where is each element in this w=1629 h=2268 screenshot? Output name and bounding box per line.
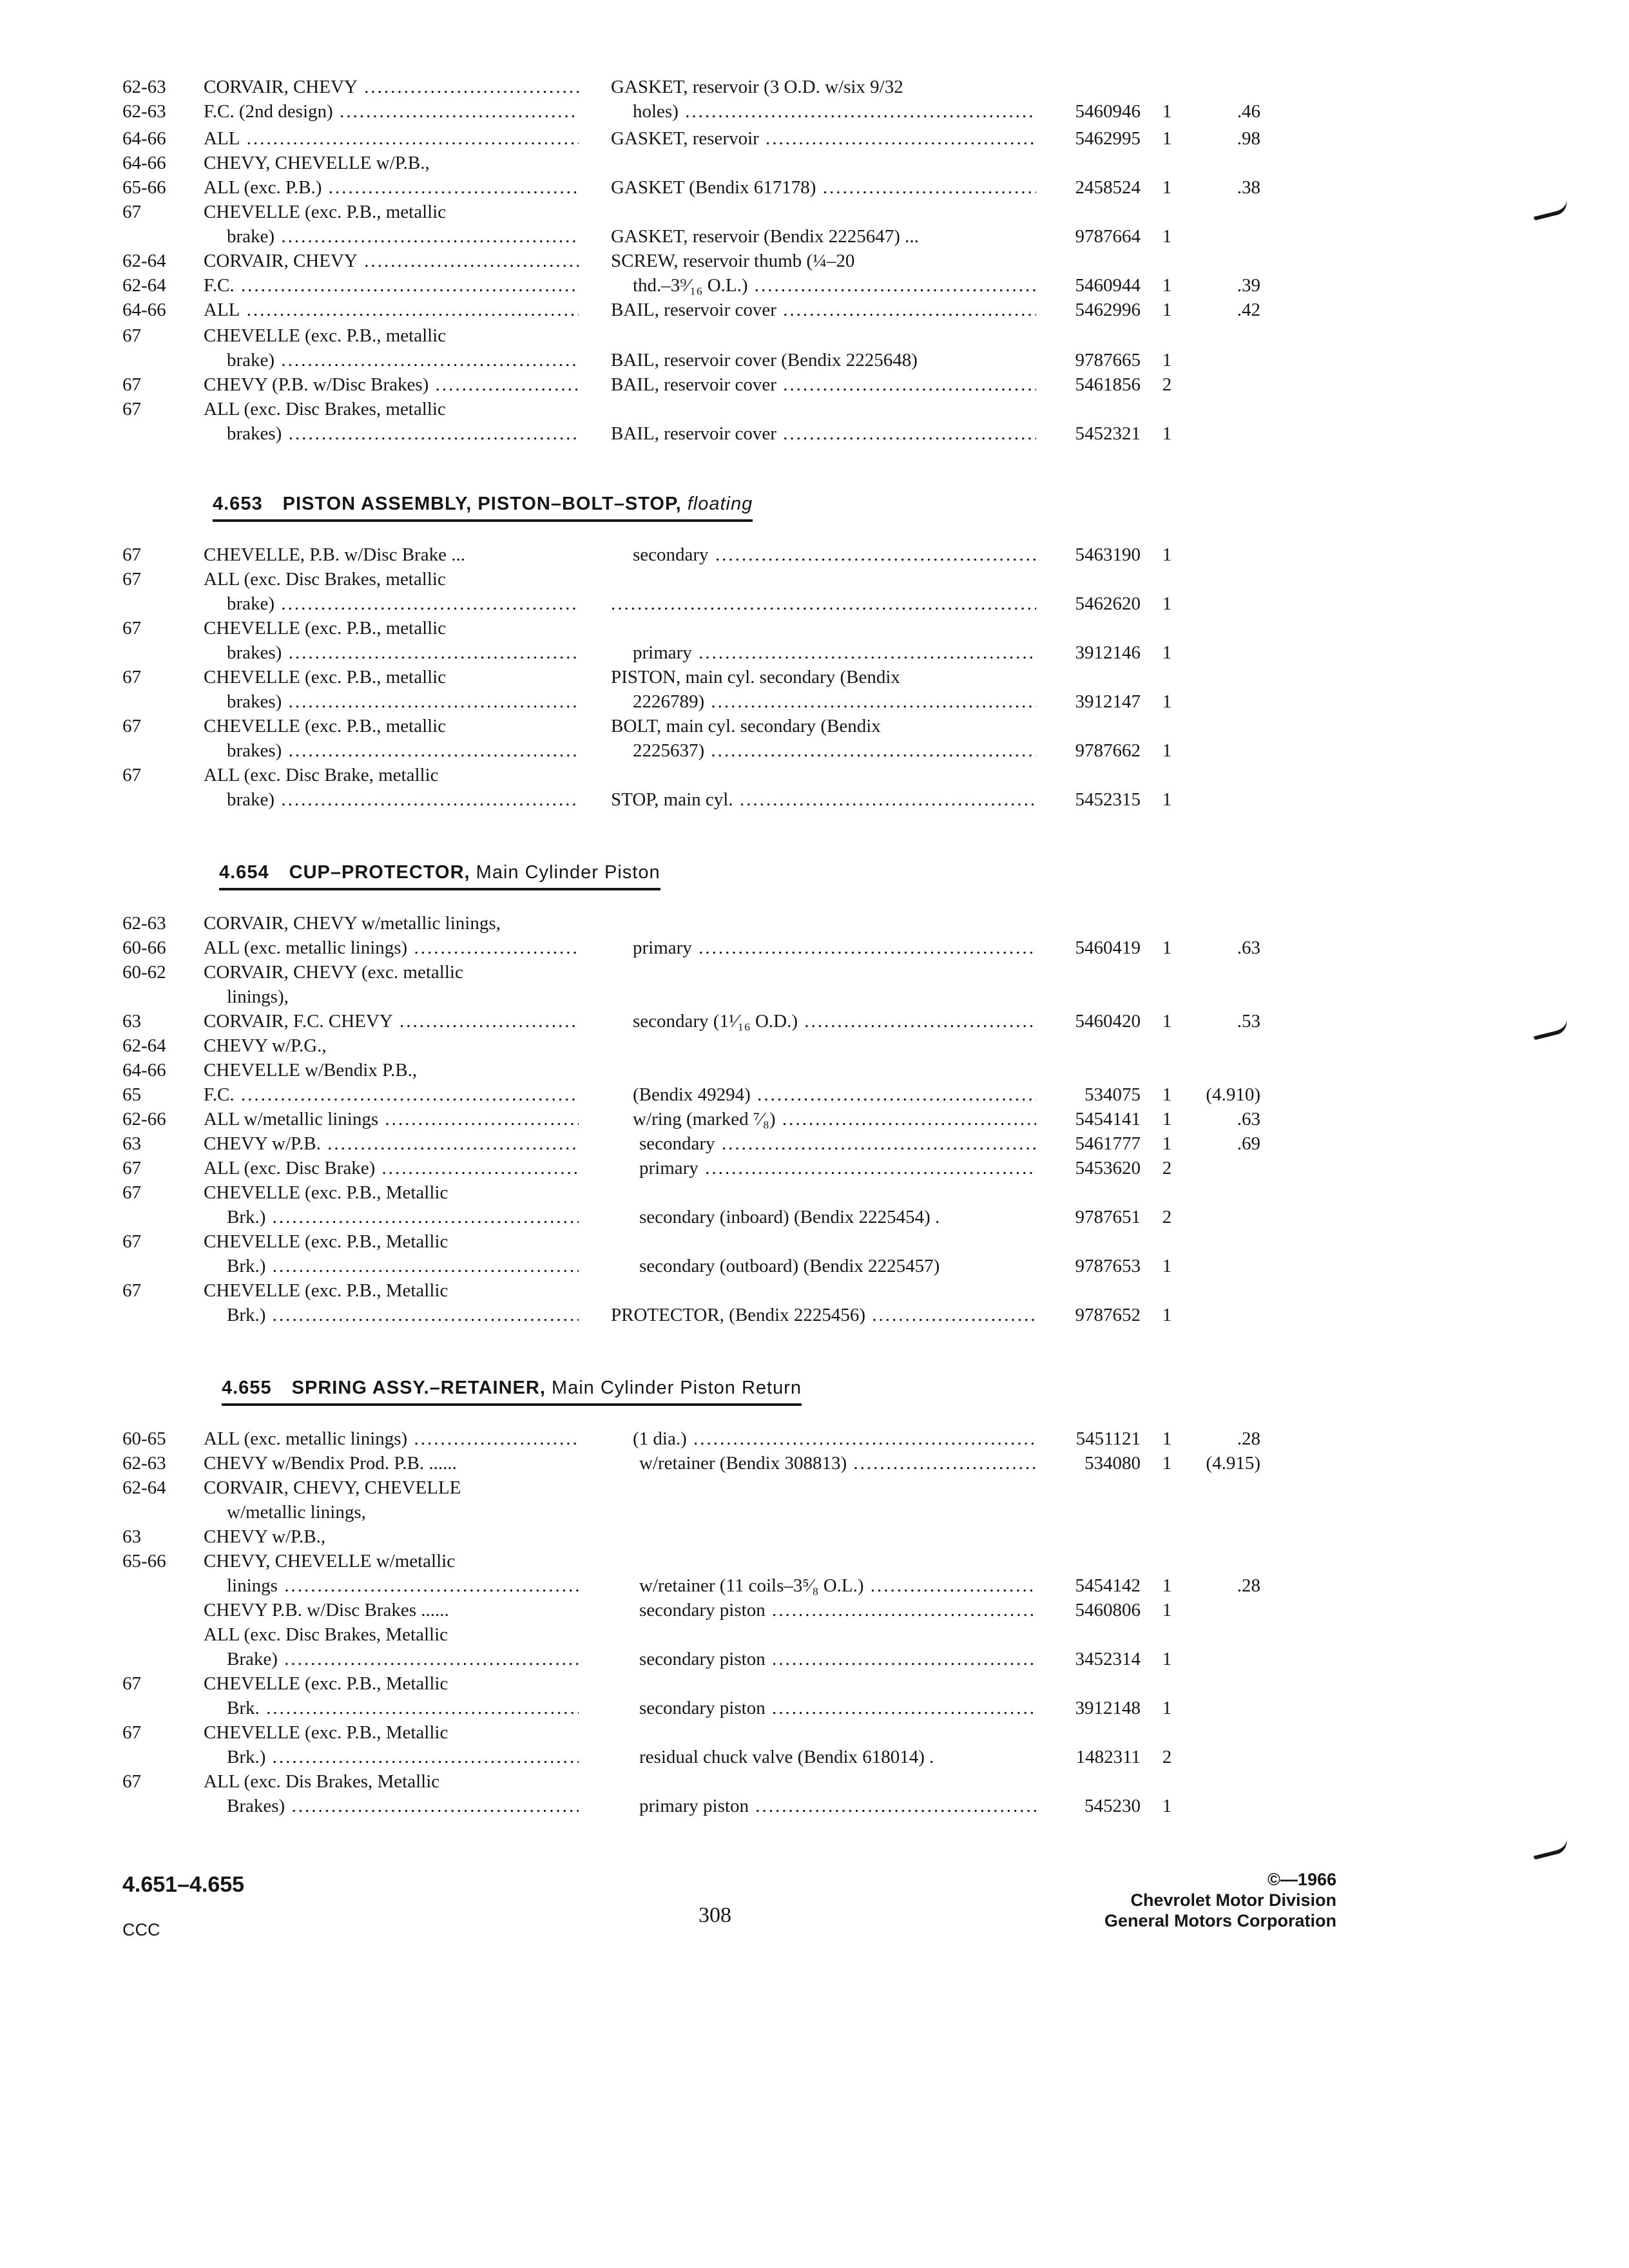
- section-subtitle: floating: [687, 494, 753, 514]
- quantity: 1: [1162, 1256, 1172, 1276]
- year-range: 62-66: [122, 1109, 166, 1129]
- application: F.C. .....: [204, 273, 579, 298]
- part-description: PISTON, main cyl. secondary (Bendix: [611, 667, 900, 687]
- price: .28: [1237, 1428, 1260, 1449]
- part-description: w/ring (marked ⁷⁄₈) .....: [633, 1107, 1036, 1131]
- part-number: 534075: [1084, 1084, 1141, 1105]
- application: brake) .....: [227, 348, 579, 372]
- table-row: [0, 224, 1629, 249]
- application: CHEVELLE (exc. P.B., Metallic: [204, 1231, 448, 1252]
- year-range: 62-64: [122, 275, 166, 296]
- quantity: 1: [1162, 1600, 1172, 1620]
- quantity: 1: [1162, 789, 1172, 810]
- table-row: [0, 1205, 1629, 1229]
- part-description: GASKET, reservoir (3 O.D. w/six 9/32: [611, 77, 903, 97]
- part-number: 5460806: [1075, 1600, 1141, 1620]
- table-row: [0, 273, 1629, 298]
- section-heading: [222, 1375, 802, 1406]
- application: brakes) .....: [227, 640, 579, 665]
- application: brake) .....: [227, 787, 579, 812]
- table-row: [0, 1009, 1629, 1033]
- year-range: 67: [122, 1158, 141, 1178]
- table-row: [0, 372, 1629, 397]
- table-row: [0, 1696, 1629, 1720]
- binder-mark: [1531, 1839, 1569, 1860]
- part-description: 2226789) .....: [633, 689, 1036, 714]
- price: .39: [1237, 275, 1260, 296]
- table-row: [0, 1769, 1629, 1794]
- application: Brk.) .....: [227, 1254, 579, 1278]
- application: CHEVY, CHEVELLE w/P.B.,: [204, 153, 430, 173]
- table-row: [0, 75, 1629, 99]
- year-range: 64-66: [122, 128, 166, 149]
- part-number: 5461856: [1075, 374, 1141, 395]
- table-row: [0, 689, 1629, 714]
- table-row: [0, 1549, 1629, 1573]
- price: (4.910): [1206, 1084, 1260, 1105]
- application: ALL (exc. Disc Brake, metallic: [204, 765, 439, 785]
- table-row: [0, 665, 1629, 689]
- table-row: [0, 99, 1629, 124]
- application: brake) .....: [227, 591, 579, 616]
- part-description: secondary piston .....: [639, 1598, 1036, 1622]
- part-number: 5462620: [1075, 593, 1141, 614]
- application: F.C. .....: [204, 1082, 579, 1107]
- part-number: 9787662: [1075, 740, 1141, 761]
- quantity: 1: [1162, 1133, 1172, 1154]
- table-row: [0, 640, 1629, 665]
- year-range: 60-66: [122, 937, 166, 958]
- table-row: [0, 200, 1629, 224]
- table-row: [0, 249, 1629, 273]
- part-number: 5460946: [1075, 101, 1141, 122]
- application: ALL (exc. P.B.) .....: [204, 175, 579, 200]
- table-row: [0, 911, 1629, 936]
- year-range: 62-63: [122, 77, 166, 97]
- year-range: 62-64: [122, 1477, 166, 1498]
- quantity: 1: [1162, 350, 1172, 370]
- section-title: PISTON ASSEMBLY, PISTON–BOLT–STOP,: [282, 494, 682, 514]
- year-range: 60-65: [122, 1428, 166, 1449]
- catalog-code: CCC: [122, 1920, 160, 1939]
- part-number: 3452314: [1075, 1649, 1141, 1669]
- quantity: 2: [1162, 1207, 1172, 1227]
- application: CHEVY (P.B. w/Disc Brakes) .....: [204, 372, 579, 397]
- section-number: 4.655: [222, 1378, 272, 1398]
- quantity: 1: [1162, 544, 1172, 565]
- part-number: 5454142: [1075, 1575, 1141, 1596]
- application: ALL (exc. Dis Brakes, Metallic: [204, 1771, 440, 1792]
- section-subtitle: Main Cylinder Piston: [476, 862, 660, 883]
- table-row: [0, 591, 1629, 616]
- table-row: [0, 1180, 1629, 1205]
- part-number: 5451121: [1075, 1428, 1141, 1449]
- price: (4.915): [1206, 1453, 1260, 1474]
- application: Brk.) .....: [227, 1745, 579, 1769]
- year-range: 67: [122, 399, 141, 419]
- table-row: [0, 1794, 1629, 1818]
- table-row: [0, 543, 1629, 567]
- application: Brk.) .....: [227, 1205, 579, 1229]
- year-range: 62-63: [122, 913, 166, 934]
- application: CHEVELLE (exc. P.B., Metallic: [204, 1722, 448, 1743]
- application: CHEVELLE (exc. P.B., metallic: [204, 618, 447, 639]
- quantity: 1: [1162, 177, 1172, 198]
- quantity: 1: [1162, 226, 1172, 247]
- table-row: [0, 1254, 1629, 1278]
- table-row: [0, 1500, 1629, 1524]
- year-range: 67: [122, 374, 141, 395]
- year-range: 63: [122, 1011, 141, 1032]
- part-description: SCREW, reservoir thumb (¼–20: [611, 251, 855, 271]
- quantity: 1: [1162, 1084, 1172, 1105]
- application: brake) .....: [227, 224, 579, 249]
- part-description: holes) .....: [633, 99, 1036, 124]
- table-row: [0, 1033, 1629, 1058]
- year-range: 65: [122, 1084, 141, 1105]
- part-number: 3912147: [1075, 691, 1141, 712]
- year-range: 60-62: [122, 962, 166, 983]
- quantity: 1: [1162, 1109, 1172, 1129]
- part-description: primary piston .....: [639, 1794, 1036, 1818]
- application: ALL (exc. Disc Brakes, metallic: [204, 399, 446, 419]
- part-description: GASKET (Bendix 617178) .....: [611, 175, 1036, 200]
- part-number: 5460419: [1075, 937, 1141, 958]
- quantity: 1: [1162, 740, 1172, 761]
- part-description: w/retainer (Bendix 308813) .....: [639, 1451, 1036, 1475]
- application: ALL .....: [204, 126, 579, 151]
- table-row: [0, 1720, 1629, 1745]
- part-number: 534080: [1084, 1453, 1141, 1474]
- application: ALL (exc. Disc Brakes, metallic: [204, 569, 446, 590]
- table-row: [0, 985, 1629, 1009]
- part-description: thd.–3⁹⁄₁₆ O.L.) .....: [633, 273, 1036, 298]
- quantity: 1: [1162, 937, 1172, 958]
- part-description: GASKET, reservoir (Bendix 2225647) ...: [611, 226, 919, 247]
- part-number: 5461777: [1075, 1133, 1141, 1154]
- application: CORVAIR, CHEVY .....: [204, 249, 579, 273]
- part-description: 2225637) .....: [633, 738, 1036, 763]
- year-range: 67: [122, 765, 141, 785]
- year-range: 62-64: [122, 1035, 166, 1056]
- section-title: SPRING ASSY.–RETAINER,: [291, 1378, 546, 1398]
- year-range: 62-63: [122, 1453, 166, 1474]
- application: ALL w/metallic linings .....: [204, 1107, 579, 1131]
- application: CHEVELLE (exc. P.B., Metallic: [204, 1182, 448, 1203]
- part-description: (1 dia.) .....: [633, 1427, 1036, 1451]
- section-heading: [213, 491, 753, 522]
- table-row: [0, 1745, 1629, 1769]
- application: Brakes) .....: [227, 1794, 579, 1818]
- application: CORVAIR, F.C. CHEVY .....: [204, 1009, 579, 1033]
- table-row: [0, 1082, 1629, 1107]
- part-description: BOLT, main cyl. secondary (Bendix: [611, 716, 881, 736]
- section-heading: [219, 860, 660, 890]
- table-row: [0, 151, 1629, 175]
- application: CHEVY w/P.B.,: [204, 1526, 326, 1547]
- part-description: (Bendix 49294) .....: [633, 1082, 1036, 1107]
- part-description: secondary (outboard) (Bendix 2225457): [639, 1256, 940, 1276]
- table-row: [0, 738, 1629, 763]
- price: .46: [1237, 101, 1260, 122]
- corporation-name: General Motors Corporation: [1104, 1911, 1336, 1930]
- table-row: [0, 1107, 1629, 1131]
- price: .42: [1237, 300, 1260, 320]
- table-row: [0, 348, 1629, 372]
- table-row: [0, 1524, 1629, 1549]
- year-range: 63: [122, 1133, 141, 1154]
- application: CHEVELLE (exc. P.B., metallic: [204, 202, 447, 222]
- year-range: 65-66: [122, 1551, 166, 1571]
- section-subtitle: Main Cylinder Piston Return: [551, 1378, 802, 1398]
- table-row: [0, 1303, 1629, 1327]
- year-range: 67: [122, 1771, 141, 1792]
- year-range: 67: [122, 544, 141, 565]
- part-description: secondary piston .....: [639, 1647, 1036, 1671]
- table-row: [0, 1622, 1629, 1647]
- price: .38: [1237, 177, 1260, 198]
- part-number: 5462996: [1075, 300, 1141, 320]
- year-range: 67: [122, 1673, 141, 1694]
- part-number: 3912148: [1075, 1698, 1141, 1718]
- quantity: 1: [1162, 1575, 1172, 1596]
- year-range: 64-66: [122, 300, 166, 320]
- table-row: [0, 126, 1629, 151]
- table-row: [0, 787, 1629, 812]
- year-range: 63: [122, 1526, 141, 1547]
- part-description: BAIL, reservoir cover .....: [611, 421, 1036, 446]
- section-number: 4.653: [213, 494, 263, 514]
- year-range: 67: [122, 1231, 141, 1252]
- application: CHEVELLE, P.B. w/Disc Brake ...: [204, 544, 465, 565]
- year-range: 67: [122, 667, 141, 687]
- table-row: [0, 1427, 1629, 1451]
- part-number: 5452321: [1075, 423, 1141, 444]
- application: CHEVELLE (exc. P.B., metallic: [204, 716, 447, 736]
- part-description: primary .....: [639, 1156, 1036, 1180]
- part-description: secondary .....: [639, 1131, 1036, 1156]
- price: .98: [1237, 128, 1260, 149]
- section-number: 4.654: [219, 862, 269, 883]
- price: .63: [1237, 937, 1260, 958]
- price: .53: [1237, 1011, 1260, 1032]
- part-description: PROTECTOR, (Bendix 2225456) .....: [611, 1303, 1036, 1327]
- quantity: 1: [1162, 1011, 1172, 1032]
- application: CHEVY w/P.G.,: [204, 1035, 327, 1056]
- table-row: [0, 936, 1629, 960]
- part-description: BAIL, reservoir cover .....: [611, 372, 1036, 397]
- table-row: [0, 1671, 1629, 1696]
- application: ALL .....: [204, 298, 579, 322]
- part-number: 9787665: [1075, 350, 1141, 370]
- table-row: [0, 1131, 1629, 1156]
- table-row: [0, 421, 1629, 446]
- table-row: [0, 1451, 1629, 1475]
- application: brakes) .....: [227, 421, 579, 446]
- table-row: [0, 1475, 1629, 1500]
- price: .63: [1237, 1109, 1260, 1129]
- table-row: [0, 1647, 1629, 1671]
- part-description: primary .....: [633, 936, 1036, 960]
- table-row: [0, 567, 1629, 591]
- year-range: 65-66: [122, 177, 166, 198]
- quantity: 1: [1162, 642, 1172, 663]
- table-row: [0, 1598, 1629, 1622]
- part-description: secondary .....: [633, 543, 1036, 567]
- application: CHEVELLE (exc. P.B., metallic: [204, 325, 447, 346]
- part-description: secondary piston .....: [639, 1696, 1036, 1720]
- price: .28: [1237, 1575, 1260, 1596]
- quantity: 1: [1162, 1796, 1172, 1816]
- application: CHEVELLE (exc. P.B., Metallic: [204, 1673, 448, 1694]
- application: brakes) .....: [227, 689, 579, 714]
- part-number: 5454141: [1075, 1109, 1141, 1129]
- part-description: w/retainer (11 coils–3⁵⁄₈ O.L.) .....: [639, 1573, 1036, 1598]
- price: .69: [1237, 1133, 1260, 1154]
- quantity: 1: [1162, 128, 1172, 149]
- quantity: 1: [1162, 1305, 1172, 1325]
- year-range: 62-63: [122, 101, 166, 122]
- table-row: [0, 714, 1629, 738]
- division-name: Chevrolet Motor Division: [1130, 1890, 1336, 1910]
- year-range: 67: [122, 1280, 141, 1301]
- section-range: 4.651–4.655: [122, 1872, 245, 1897]
- year-range: 67: [122, 569, 141, 590]
- quantity: 1: [1162, 1428, 1172, 1449]
- part-number: 5452315: [1075, 789, 1141, 810]
- application: CORVAIR, CHEVY (exc. metallic: [204, 962, 463, 983]
- application: CHEVY, CHEVELLE w/metallic: [204, 1551, 456, 1571]
- table-row: [0, 175, 1629, 200]
- application: linings),: [227, 986, 289, 1007]
- table-row: [0, 1573, 1629, 1598]
- quantity: 2: [1162, 374, 1172, 395]
- application: CORVAIR, CHEVY .....: [204, 75, 579, 99]
- year-range: 67: [122, 1182, 141, 1203]
- part-number: 5462995: [1075, 128, 1141, 149]
- part-description: residual chuck valve (Bendix 618014) .: [639, 1747, 934, 1767]
- quantity: 1: [1162, 1698, 1172, 1718]
- part-number: 9787651: [1075, 1207, 1141, 1227]
- application: ALL (exc. Disc Brakes, Metallic: [204, 1624, 448, 1645]
- quantity: 1: [1162, 300, 1172, 320]
- year-range: 67: [122, 325, 141, 346]
- application: CORVAIR, CHEVY, CHEVELLE: [204, 1477, 461, 1498]
- table-row: [0, 298, 1629, 322]
- year-range: 64-66: [122, 1060, 166, 1081]
- year-range: 62-64: [122, 251, 166, 271]
- quantity: 1: [1162, 691, 1172, 712]
- application: F.C. (2nd design) .....: [204, 99, 579, 124]
- quantity: 2: [1162, 1747, 1172, 1767]
- application: CHEVY w/P.B. .....: [204, 1131, 579, 1156]
- part-description: BAIL, reservoir cover (Bendix 2225648): [611, 350, 918, 370]
- quantity: 1: [1162, 423, 1172, 444]
- part-description: secondary (inboard) (Bendix 2225454) .: [639, 1207, 940, 1227]
- application: brakes) .....: [227, 738, 579, 763]
- year-range: 67: [122, 716, 141, 736]
- part-number: 5460420: [1075, 1011, 1141, 1032]
- application: ALL (exc. metallic linings) .....: [204, 936, 579, 960]
- application: Brk.) .....: [227, 1303, 579, 1327]
- section-title: CUP–PROTECTOR,: [289, 862, 470, 883]
- application: ALL (exc. metallic linings) .....: [204, 1427, 579, 1451]
- part-description: secondary (1¹⁄₁₆ O.D.) .....: [633, 1009, 1036, 1033]
- part-description: [611, 591, 1036, 616]
- application: CHEVELLE (exc. P.B., Metallic: [204, 1280, 448, 1301]
- part-description: GASKET, reservoir .....: [611, 126, 1036, 151]
- application: Brk. .....: [227, 1696, 579, 1720]
- table-row: [0, 616, 1629, 640]
- year-range: 67: [122, 1722, 141, 1743]
- application: CHEVELLE w/Bendix P.B.,: [204, 1060, 418, 1081]
- quantity: 1: [1162, 593, 1172, 614]
- copyright: ©—1966: [1268, 1870, 1336, 1889]
- part-number: 5463190: [1075, 544, 1141, 565]
- quantity: 1: [1162, 101, 1172, 122]
- year-range: 67: [122, 202, 141, 222]
- application: Brake) .....: [227, 1647, 579, 1671]
- application: CHEVELLE (exc. P.B., metallic: [204, 667, 447, 687]
- part-number: 9787652: [1075, 1305, 1141, 1325]
- application: ALL (exc. Disc Brake) .....: [204, 1156, 579, 1180]
- table-row: [0, 1278, 1629, 1303]
- application: CHEVY w/Bendix Prod. P.B. ......: [204, 1453, 457, 1474]
- part-description: BAIL, reservoir cover .....: [611, 298, 1036, 322]
- part-number: 545230: [1084, 1796, 1141, 1816]
- part-number: 9787664: [1075, 226, 1141, 247]
- table-row: [0, 1229, 1629, 1254]
- part-description: STOP, main cyl. .....: [611, 787, 1036, 812]
- application: CHEVY P.B. w/Disc Brakes ......: [204, 1600, 449, 1620]
- year-range: 67: [122, 618, 141, 639]
- table-row: [0, 1058, 1629, 1082]
- part-number: 9787653: [1075, 1256, 1141, 1276]
- part-number: 5460944: [1075, 275, 1141, 296]
- quantity: 1: [1162, 1453, 1172, 1474]
- part-number: 3912146: [1075, 642, 1141, 663]
- part-number: 2458524: [1075, 177, 1141, 198]
- table-row: [0, 397, 1629, 421]
- part-number: 1482311: [1075, 1747, 1141, 1767]
- year-range: 64-66: [122, 153, 166, 173]
- table-row: [0, 323, 1629, 348]
- table-row: [0, 763, 1629, 787]
- quantity: 1: [1162, 275, 1172, 296]
- part-number: 5453620: [1075, 1158, 1141, 1178]
- quantity: 1: [1162, 1649, 1172, 1669]
- application: CORVAIR, CHEVY w/metallic linings,: [204, 913, 501, 934]
- application: linings .....: [227, 1573, 579, 1598]
- page-number: 308: [699, 1903, 731, 1927]
- part-description: primary .....: [633, 640, 1036, 665]
- quantity: 2: [1162, 1158, 1172, 1178]
- table-row: [0, 960, 1629, 985]
- application: w/metallic linings,: [227, 1502, 366, 1523]
- table-row: [0, 1156, 1629, 1180]
